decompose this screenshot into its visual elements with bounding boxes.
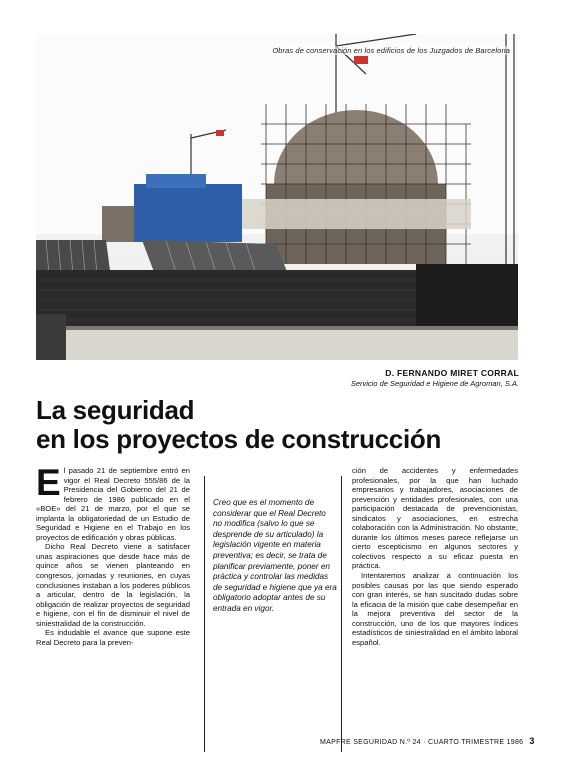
paragraph: ción de accidentes y enfermedades profesionales, por la que han luchado empresarios y trabajadores, asociaciones de prevención y entidades profesionales, con una participación destacada de prevencionistas, sindicatos y asociaciones, en estrecha colaboración con la Administración. No obstante, durante los últimos meses parece reflejarse un cierto escepticismo en algunos sectores y colectivos respecto a su eficaz puesta en práctica. [352, 466, 518, 571]
pull-quote-box [204, 476, 342, 752]
page-footer [320, 736, 535, 746]
page-number: 3 [529, 736, 535, 746]
pull-quote: Creo que es el momento de considerar que el Real Decreto no modifica (salvo lo que se desprende de su articulado) la legislación vigente en materia preventiva; es decir, se trata de planificar previamente, poner en práctica y controlar las medidas de seguridad e higiene que ya era obligatorio adoptar antes de su entrada en vigor. [213, 498, 337, 613]
photo-caption: Obras de conservación en los edificios de los Juzgados de Barcelona [272, 46, 510, 55]
paragraph: Intentaremos analizar a continuación los posibles causas por las que siendo esperado con gran interés, se han suscitado dudas sobre la eficacia de la misión que cabe desempeñar en la mejora preventiva del sector de la construcción, uno de los que mayores índices estadísticos de siniestralidad en el ámbito laboral español. [352, 571, 518, 647]
author-affiliation: Servicio de Seguridad e Higiene de Agroman, S.A. [350, 379, 519, 388]
article-headline [36, 396, 516, 454]
paragraph: Dicho Real Decreto viene a satisfacer unas aspiraciones que desde hace más de quince años se vienen planteando en congresos, jornadas y reuniones, en cuyas conclusiones instaban a los poderes públicos a articular, dentro de la legislación, la obligación de realizar proyectos de seguridad e higiene, con el fin de disminuir el nivel de siniestralidad de la construcción. [36, 542, 190, 628]
construction-photo [36, 34, 518, 360]
headline-line-1: La seguridad [36, 395, 195, 425]
article-column-1 [36, 462, 190, 647]
headline-line-2: en los proyectos de construcción [36, 424, 442, 454]
paragraph: l pasado 21 de septiembre entró en vigor el Real Decreto 555/86 de la Presidencia del Gobierno del 21 de febrero de 1986 publicado en el «BOE» del 21 de marzo, por el que se implanta la obligatoriedad de un Estudio de Seguridad e Higiene en el Trabajo en los proyectos de edificación y obras públicas. [36, 466, 190, 542]
byline [351, 368, 519, 388]
photo-illustration [36, 34, 518, 360]
paragraph: Es indudable el avance que supone este Real Decreto para la preven- [36, 628, 190, 647]
drop-cap: E [36, 462, 61, 503]
author-name: D. FERNANDO MIRET CORRAL [385, 368, 519, 378]
article-column-3 [352, 466, 518, 647]
journal-name: MAPFRE SEGURIDAD N.º 24 · CUARTO TRIMESTRE 1986 [320, 739, 524, 746]
